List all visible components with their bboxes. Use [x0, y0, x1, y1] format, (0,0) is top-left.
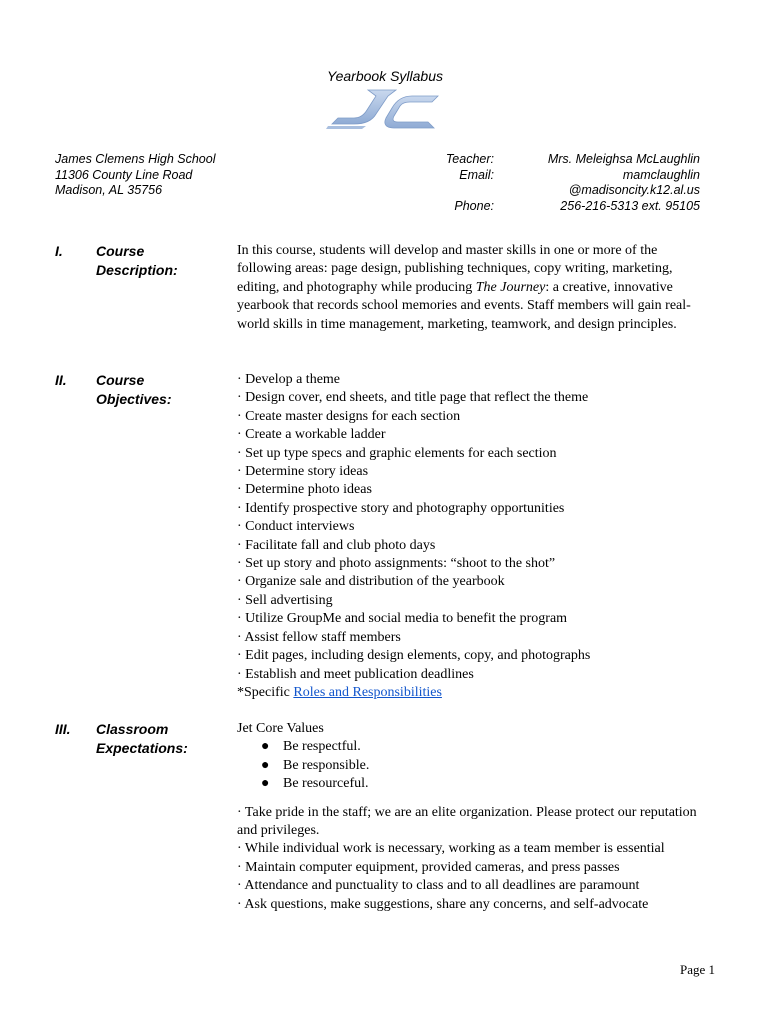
yearbook-name: The Journey — [475, 279, 546, 295]
school-city: Madison, AL 35756 — [55, 183, 163, 197]
expectations-block — [237, 720, 707, 914]
list-item: · Conduct interviews — [237, 519, 355, 535]
list-item: ● Be resourceful. — [237, 775, 707, 793]
list-item: · Set up story and photo assignments: “shoot to the shot” — [237, 556, 556, 572]
email-value-line1: mamclaughlin — [622, 168, 700, 182]
school-name: James Clemens High School — [55, 152, 216, 166]
list-item: · Determine story ideas — [237, 464, 369, 480]
document-title: Yearbook Syllabus — [327, 68, 443, 84]
section-title-description — [96, 242, 178, 280]
teacher-name: Mrs. Meleighsa McLaughlin — [547, 152, 700, 166]
list-item: · Determine photo ideas — [237, 482, 372, 498]
list-item: · Assist fellow staff members — [237, 629, 401, 645]
list-item: · Design cover, end sheets, and title page that reflect the theme — [237, 390, 589, 406]
section-title-line2: Expectations: — [96, 740, 188, 756]
list-item: · Sell advertising — [237, 592, 333, 608]
list-item: · Utilize GroupMe and social media to benefit the program — [237, 611, 568, 627]
section-title-line1: Course — [96, 372, 145, 388]
bullet-icon: ● — [261, 757, 270, 773]
list-item: · Take pride in the staff; we are an elite organization. Please protect our reputation and privileges. — [237, 804, 697, 839]
section-title-line1: Course — [96, 243, 145, 259]
section-title-expectations — [96, 720, 188, 758]
section-number-3: III. — [55, 721, 71, 737]
list-item: · Set up type specs and graphic elements for each section — [237, 445, 557, 461]
section-number-2: II. — [55, 372, 67, 388]
section-title-line2: Description: — [96, 262, 178, 278]
list-item: ● Be respectful. — [237, 738, 707, 756]
list-item: · Develop a theme — [237, 372, 341, 387]
page-number: Page 1 — [679, 962, 715, 977]
list-item: · Facilitate fall and club photo days — [237, 537, 436, 553]
section-number-1: I. — [55, 243, 63, 259]
list-item: · Organize sale and distribution of the yearbook — [237, 574, 505, 590]
teacher-label: Teacher: — [445, 152, 494, 166]
email-value-line2: @madisoncity.k12.al.us — [568, 183, 700, 197]
description-part2: : a creative, innovative yearbook that records school memories and events. Staff members will gain real-world skills in time management, marketing, teamwork, and design principles. — [237, 279, 691, 332]
list-item: · While individual work is necessary, working as a team member is essential — [237, 841, 665, 857]
list-item: · Ask questions, make suggestions, share any concerns, and self-advocate — [237, 896, 649, 912]
list-item: · Create a workable ladder — [237, 427, 386, 443]
school-street: 11306 County Line Road — [55, 168, 193, 182]
list-item: · Establish and meet publication deadlines — [237, 666, 474, 682]
specific-prefix: *Specific — [237, 684, 294, 700]
list-item: · Attendance and punctuality to class and to all deadlines are paramount — [237, 878, 640, 894]
section-title-line2: Objectives: — [96, 391, 172, 407]
section-title-line1: Classroom — [96, 721, 169, 737]
roles-responsibilities-link[interactable]: Roles and Responsibilities — [293, 684, 442, 700]
course-description-text — [237, 242, 707, 334]
list-item: · Maintain computer equipment, provided cameras, and press passes — [237, 859, 620, 875]
description-part1: In this course, students will develop and master skills in one or more of the following areas: page design, publishing techniques, copy writing, marketing, editing, and photography while producing — [237, 243, 673, 295]
email-label: Email: — [459, 168, 494, 182]
jc-school-logo-icon — [326, 88, 442, 130]
list-item: · Create master designs for each section — [237, 408, 461, 424]
list-item: ● Be responsible. — [237, 757, 707, 775]
section-title-objectives — [96, 371, 171, 409]
list-item: · Identify prospective story and photography opportunities — [237, 500, 565, 516]
objectives-list — [237, 371, 707, 702]
core-values-heading: Jet Core Values — [237, 721, 324, 736]
list-item: · Edit pages, including design elements, copy, and photographs — [237, 648, 591, 664]
bullet-icon: ● — [261, 776, 270, 792]
bullet-icon: ● — [261, 739, 270, 755]
phone-label: Phone: — [454, 199, 494, 213]
phone-value: 256-216-5313 ext. 95105 — [560, 199, 700, 213]
specific-note — [237, 684, 707, 702]
